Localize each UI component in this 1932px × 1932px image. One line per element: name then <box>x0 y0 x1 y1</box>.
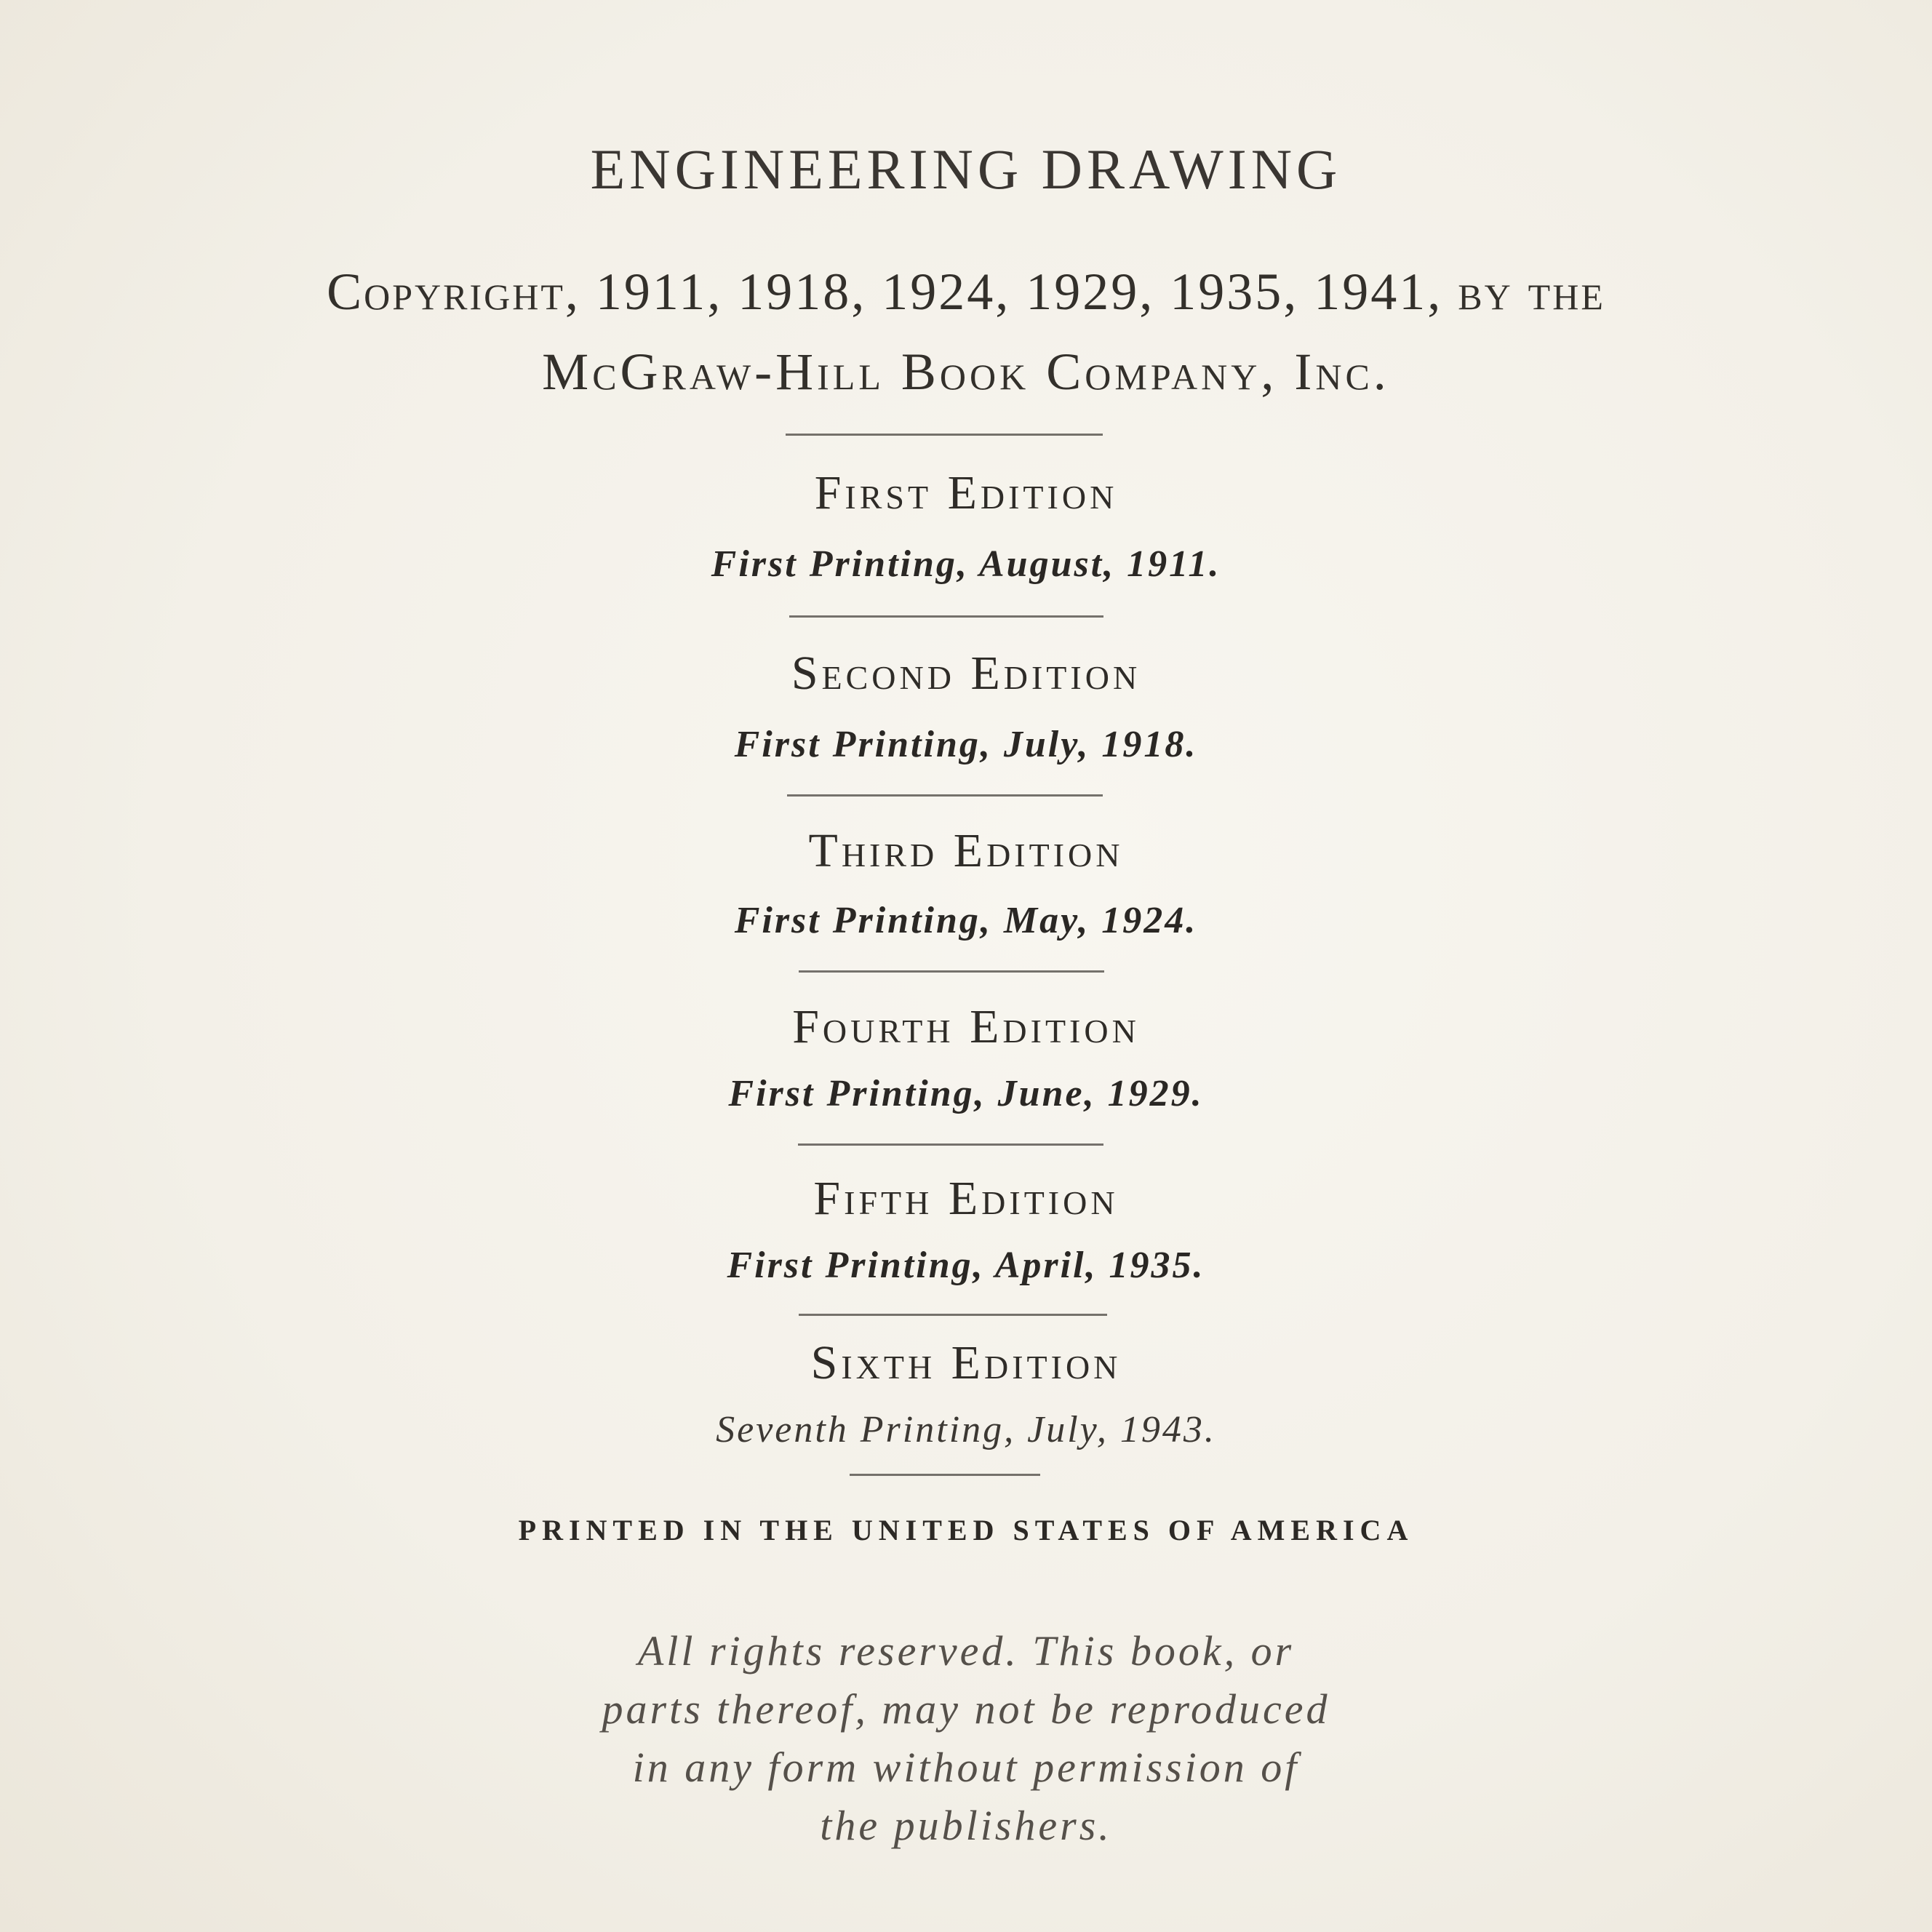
divider <box>786 434 1103 436</box>
edition-printing-1: First Printing, August, 1911. <box>711 543 1221 585</box>
edition-title-1: First Edition <box>814 466 1118 519</box>
edition-title-2: Second Edition <box>791 647 1141 700</box>
divider <box>799 970 1104 973</box>
divider <box>789 615 1103 618</box>
copyright-line: Copyright, 1911, 1918, 1924, 1929, 1935, 1941, by the <box>327 263 1605 321</box>
rights-notice <box>0 1622 1932 1855</box>
edition-title-6: Sixth Edition <box>810 1336 1122 1389</box>
edition-printing-3: First Printing, May, 1924. <box>734 900 1198 941</box>
printed-in-notice: PRINTED IN THE UNITED STATES OF AMERICA <box>518 1514 1414 1546</box>
publisher-line: McGraw-Hill Book Company, Inc. <box>542 343 1390 401</box>
divider <box>850 1474 1040 1476</box>
edition-title-5: Fifth Edition <box>813 1172 1119 1225</box>
edition-printing-5: First Printing, April, 1935. <box>727 1245 1205 1286</box>
rights-line: parts thereof, may not be reproduced <box>602 1685 1330 1733</box>
rights-line: in any form without permission of <box>632 1744 1300 1791</box>
book-title: ENGINEERING DRAWING <box>590 137 1342 201</box>
edition-title-4: Fourth Edition <box>792 1000 1140 1053</box>
rights-line: All rights reserved. This book, or <box>637 1627 1295 1674</box>
edition-printing-2: First Printing, July, 1918. <box>734 724 1198 765</box>
divider <box>798 1143 1103 1146</box>
edition-printing-6: Seventh Printing, July, 1943. <box>716 1409 1216 1450</box>
rights-line: the publishers. <box>820 1802 1112 1849</box>
divider <box>799 1314 1107 1316</box>
edition-printing-4: First Printing, June, 1929. <box>728 1073 1204 1114</box>
divider <box>787 794 1103 797</box>
edition-title-3: Third Edition <box>808 824 1124 877</box>
